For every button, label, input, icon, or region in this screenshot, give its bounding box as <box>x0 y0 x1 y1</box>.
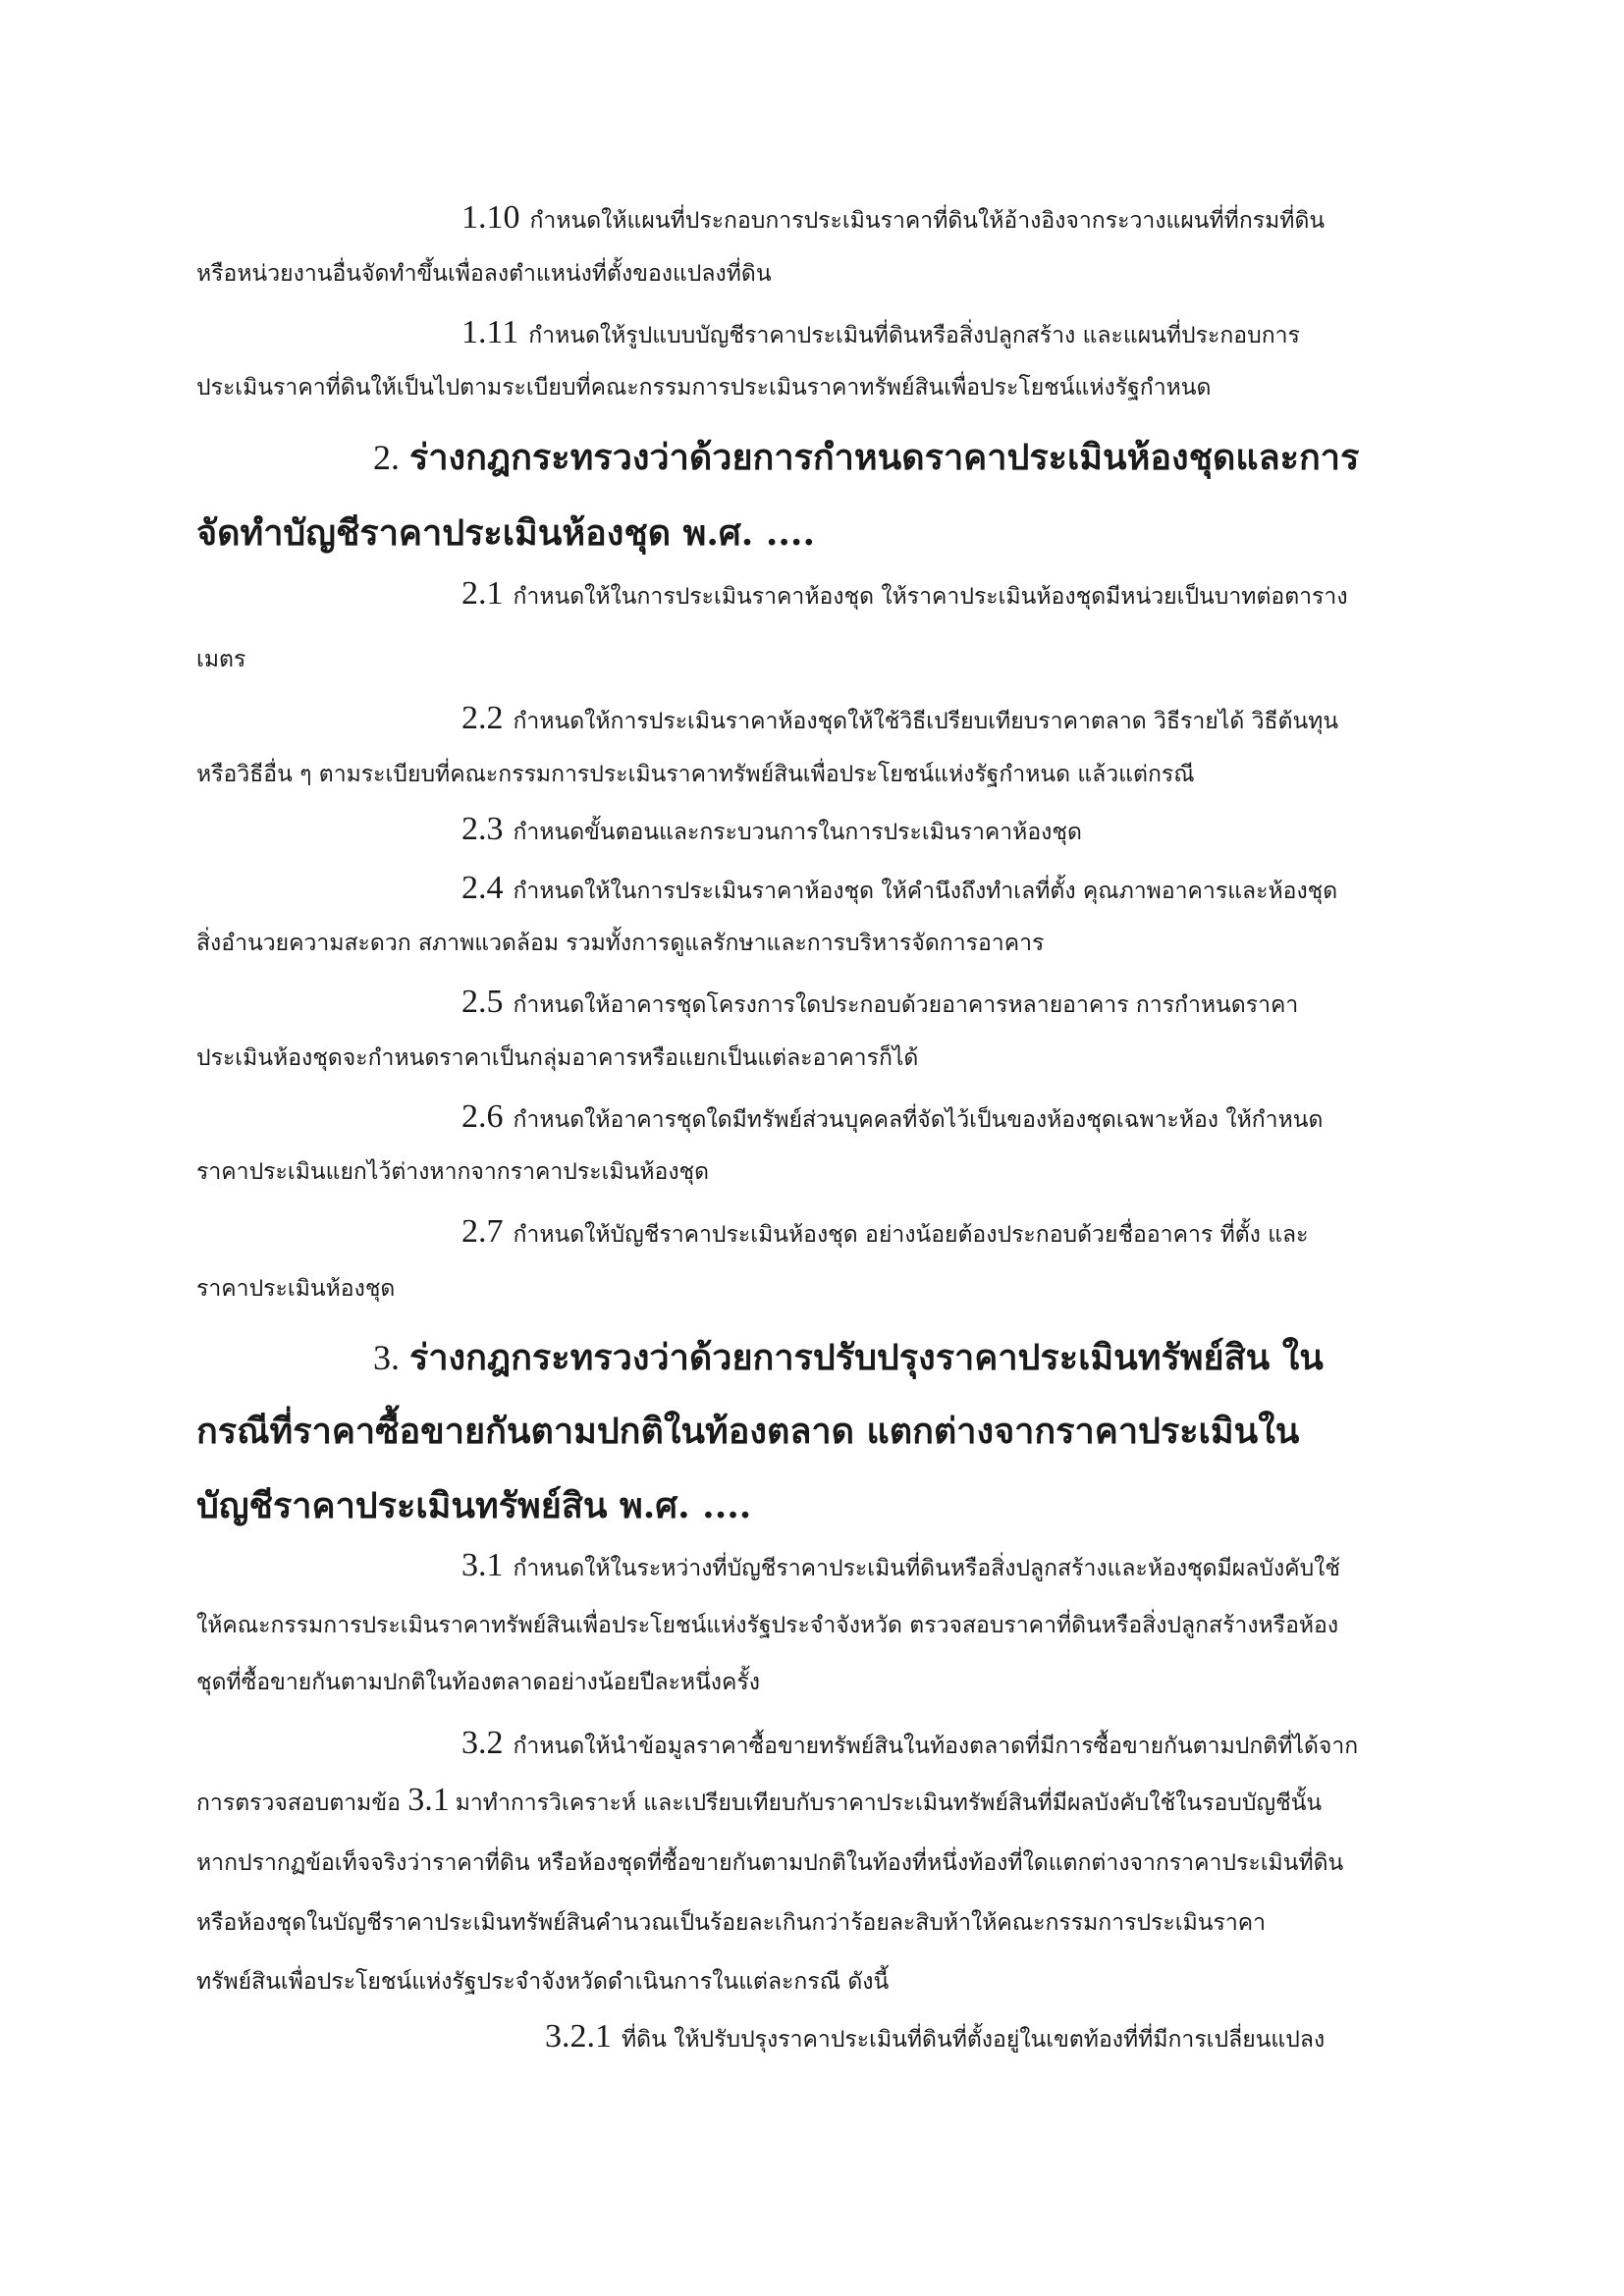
paragraph-text: มาทำการวิเคราะห์ และเปรียบเทียบกับราคาประเมินทรัพย์สินที่มีผลบังคับใช้ในรอบบัญชีนั้น <box>455 1790 1323 1816</box>
paragraph-2-7-line-1 <box>461 1215 1434 1252</box>
paragraph-3-2-line-5: ทรัพย์สินเพื่อประโยชน์แห่งรัฐประจำจังหวัดดำเนินการในแต่ละกรณี ดังนี้ <box>196 1969 890 1995</box>
section-number: 2.2 <box>461 700 504 736</box>
paragraph-text: กำหนดให้อาคารชุดใดมีทรัพย์ส่วนบุคคลที่จัดไว้เป็นของห้องชุดเฉพาะห้อง ให้กำหนด <box>513 1107 1324 1133</box>
paragraph-text: กำหนดให้แผนที่ประกอบการประเมินราคาที่ดินให้อ้างอิงจากระวางแผนที่ที่กรมที่ดิน <box>529 208 1326 234</box>
paragraph-3-2-1-line-1 <box>545 2020 1434 2056</box>
paragraph-2-7-line-2: ราคาประเมินห้องชุด <box>196 1276 396 1302</box>
paragraph-3-1-line-3: ชุดที่ซื้อขายกันตามปกติในท้องตลาดอย่างน้อยปีละหนึ่งครั้ง <box>196 1670 760 1695</box>
heading-3-line-1 <box>373 1332 1434 1383</box>
paragraph-text: กำหนดให้อาคารชุดโครงการใดประกอบด้วยอาคารหลายอาคาร การกำหนดราคา <box>513 992 1299 1018</box>
paragraph-text: ที่ดิน ให้ปรับปรุงราคาประเมินที่ดินที่ตั้งอยู่ในเขตท้องที่ที่มีการเปลี่ยนแปลง <box>622 2027 1326 2053</box>
paragraph-1-11-line-2: ประเมินราคาที่ดินให้เป็นไปตามระเบียบที่คณะกรรมการประเมินราคาทรัพย์สินเพื่อประโยชน์แห่งรัฐกำหนด <box>196 375 1212 400</box>
heading-2-line-2: จัดทำบัญชีราคาประเมินห้องชุด พ.ศ. .... <box>196 512 815 554</box>
paragraph-1-10-line-1 <box>461 201 1434 238</box>
paragraph-2-6-line-2: ราคาประเมินแยกไว้ต่างหากจากราคาประเมินห้องชุด <box>196 1159 710 1185</box>
section-number: 2.5 <box>461 984 504 1020</box>
paragraph-2-4-line-2: สิ่งอำนวยความสะดวก สภาพแวดล้อม รวมทั้งการดูแลรักษาและการบริหารจัดการอาคาร <box>196 931 1045 956</box>
heading-3-line-3: บัญชีราคาประเมินทรัพย์สิน พ.ศ. .... <box>196 1485 752 1526</box>
paragraph-2-2-line-1 <box>461 702 1434 738</box>
section-number: 2.7 <box>461 1213 504 1250</box>
heading-text: ร่างกฎกระทรวงว่าด้วยการกำหนดราคาประเมินห้องชุดและการ <box>409 437 1360 478</box>
paragraph-3-2-line-2 <box>196 1784 1434 1820</box>
section-number: 2.4 <box>461 870 504 906</box>
section-number: 3.2.1 <box>545 2018 612 2055</box>
heading-number: 3. <box>373 1338 400 1377</box>
section-number: 3.1 <box>461 1547 504 1583</box>
paragraph-text: การตรวจสอบตามข้อ <box>196 1790 401 1816</box>
paragraph-text: กำหนดให้นำข้อมูลราคาซื้อขายทรัพย์สินในท้องตลาดที่มีการซื้อขายกันตามปกติที่ได้จาก <box>513 1734 1359 1759</box>
paragraph-1-11-line-1 <box>461 316 1434 352</box>
paragraph-2-1-line-2: เมตร <box>196 647 246 672</box>
paragraph-text: กำหนดให้ในระหว่างที่บัญชีราคาประเมินที่ดินหรือสิ่งปลูกสร้างและห้องชุดมีผลบังคับใช้ <box>513 1556 1341 1581</box>
heading-number: 2. <box>373 438 400 477</box>
paragraph-2-4-line-1 <box>461 872 1434 908</box>
paragraph-3-2-line-3: หากปรากฏข้อเท็จจริงว่าราคาที่ดิน หรือห้องชุดที่ซื้อขายกันตามปกติในท้องที่หนึ่งท้องที่ใดแตกต่างจากราคาประเมินที่ดิน <box>196 1850 1344 1876</box>
paragraph-3-1-line-2: ให้คณะกรรมการประเมินราคาทรัพย์สินเพื่อประโยชน์แห่งรัฐประจำจังหวัด ตรวจสอบราคาที่ดินหรือสิ่งปลูกสร้างหรือห้อง <box>196 1613 1339 1638</box>
paragraph-2-3-line-1 <box>461 813 1434 849</box>
paragraph-2-2-line-2: หรือวิธีอื่น ๆ ตามระเบียบที่คณะกรรมการประเมินราคาทรัพย์สินเพื่อประโยชน์แห่งรัฐกำหนด แล้วแต่กรณี <box>196 762 1195 787</box>
section-number: 2.1 <box>461 575 504 612</box>
paragraph-2-5-line-2: ประเมินห้องชุดจะกำหนดราคาเป็นกลุ่มอาคารหรือแยกเป็นแต่ละอาคารก็ได้ <box>196 1045 919 1071</box>
paragraph-3-1-line-1 <box>461 1549 1434 1585</box>
section-reference: 3.1 <box>407 1782 450 1818</box>
section-number: 2.3 <box>461 811 504 847</box>
heading-3-line-2: กรณีที่ราคาซื้อขายกันตามปกติในท้องตลาด แตกต่างจากราคาประเมินใน <box>196 1411 1300 1452</box>
paragraph-3-2-line-1 <box>461 1727 1434 1763</box>
paragraph-3-2-line-4: หรือห้องชุดในบัญชีราคาประเมินทรัพย์สินคำนวณเป็นร้อยละเกินกว่าร้อยละสิบห้าให้คณะกรรมการประเมินราคา <box>196 1910 1267 1936</box>
section-number: 1.10 <box>461 199 520 236</box>
heading-text: ร่างกฎกระทรวงว่าด้วยการปรับปรุงราคาประเมินทรัพย์สิน ใน <box>409 1337 1324 1378</box>
paragraph-text: กำหนดให้ในการประเมินราคาห้องชุด ให้ราคาประเมินห้องชุดมีหน่วยเป็นบาทต่อตาราง <box>513 584 1348 610</box>
heading-2-line-1 <box>373 432 1434 483</box>
paragraph-text: กำหนดขั้นตอนและกระบวนการในการประเมินราคาห้องชุด <box>513 820 1082 845</box>
section-number: 2.6 <box>461 1098 504 1135</box>
section-number: 1.11 <box>461 314 519 350</box>
paragraph-2-1-line-1 <box>461 577 1434 614</box>
section-number: 3.2 <box>461 1725 504 1761</box>
paragraph-text: กำหนดให้รูปแบบบัญชีราคาประเมินที่ดินหรือสิ่งปลูกสร้าง และแผนที่ประกอบการ <box>528 323 1300 348</box>
paragraph-2-6-line-1 <box>461 1100 1434 1137</box>
paragraph-text: กำหนดให้การประเมินราคาห้องชุดให้ใช้วิธีเปรียบเทียบราคาตลาด วิธีรายได้ วิธีต้นทุน <box>513 709 1339 734</box>
paragraph-text: กำหนดให้บัญชีราคาประเมินห้องชุด อย่างน้อยต้องประกอบด้วยชื่ออาคาร ที่ตั้ง และ <box>513 1222 1309 1248</box>
paragraph-text: กำหนดให้ในการประเมินราคาห้องชุด ให้คำนึงถึงทำเลที่ตั้ง คุณภาพอาคารและห้องชุด <box>513 879 1338 904</box>
paragraph-1-10-line-2: หรือหน่วยงานอื่นจัดทำขึ้นเพื่อลงตำแหน่งที่ตั้งของแปลงที่ดิน <box>196 261 772 287</box>
paragraph-2-5-line-1 <box>461 986 1434 1022</box>
